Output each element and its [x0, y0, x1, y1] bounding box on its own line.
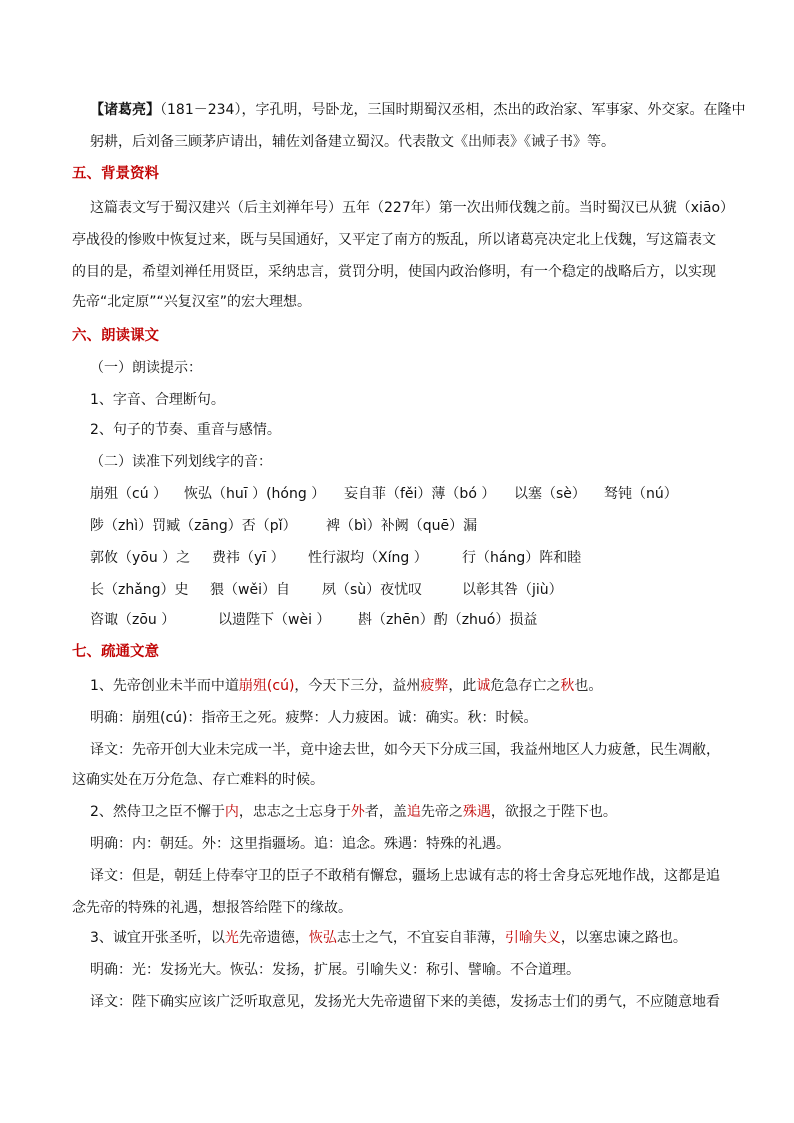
sec5-line-2: 亭战役的惨败中恢复过来，既与吴国通好，又平定了南方的叛乱，所以诸葛亮决定北上伐魏，写这篇表文 [72, 232, 716, 248]
pron-item: 恢弘（huī ）(hóng ） [184, 486, 326, 502]
highlight-word: 秋 [560, 678, 575, 694]
translation-3-line-1: 译文：陛下确实应该广泛听取意见，发扬光大先帝遗留下来的美德，发扬志士们的勇气，不应随意地看 [90, 994, 720, 1010]
pron-item: 费祎（yī ） [212, 550, 285, 566]
pron-item: 长（zhǎng）史 [90, 582, 189, 598]
highlight-word: 光 [224, 930, 239, 946]
intro-line-1 [90, 100, 745, 120]
pron-item: 以彰其咎（jiù） [462, 582, 563, 598]
passage-text: 危急存亡之 [490, 678, 561, 694]
section-7-title: 七、疏通文意 [72, 644, 159, 660]
highlight-word: 引喻失义 [504, 930, 561, 946]
sec6-subhead-1: （一）朗读提示： [90, 360, 202, 376]
sec6-tip-2: 2、句子的节奏、重音与感情。 [90, 422, 281, 438]
sec6-subhead-2: （二）读准下列划线字的音： [90, 454, 272, 470]
pron-item: 性行淑均（Xíng ） [308, 550, 428, 566]
pron-item: 驽钝（nú） [604, 486, 678, 502]
passage-1 [90, 676, 602, 696]
pron-item: 行（háng）阵和睦 [462, 550, 582, 566]
translation-2-line-1: 译文：但是，朝廷上侍奉守卫的臣子不敢稍有懈怠，疆场上忠诚有志的将士舍身忘死地作战，这都是追 [90, 868, 720, 884]
intro-text-1: （181－234），字孔明，号卧龙，三国时期蜀汉丞相，杰出的政治家、军事家、外交家。在隆中 [160, 102, 746, 118]
passage-text: 先帝遗德， [238, 930, 309, 946]
explanation-1: 明确：崩殂(cú)：指帝王之死。疲弊：人力疲困。诚：确实。秋：时候。 [90, 710, 538, 726]
pron-item: 陟（zhì）罚臧（zāng）否（pǐ） [90, 518, 297, 534]
passage-2 [90, 802, 617, 822]
sec5-line-4: 先帝“北定原”“兴复汉室”的宏大理想。 [72, 294, 312, 310]
pron-item: 崩殂（cú ） [90, 486, 168, 502]
intro-line-2: 躬耕，后刘备三顾茅庐请出，辅佐刘备建立蜀汉。代表散文《出师表》《诫子书》等。 [90, 134, 615, 150]
passage-text: 2、然侍卫之臣不懈于 [90, 804, 225, 820]
highlight-word: 外 [350, 804, 365, 820]
pron-item: 斟（zhēn）酌（zhuó）损益 [358, 612, 538, 628]
section-6-title: 六、朗读课文 [72, 328, 159, 344]
sec6-tip-1: 1、字音、合理断句。 [90, 392, 225, 408]
pron-item: 以塞（sè） [514, 486, 586, 502]
passage-text: 3、诚宜开张圣听，以 [90, 930, 225, 946]
translation-1-line-2: 这确实处在万分危急、存亡难料的时候。 [72, 772, 324, 788]
passage-text: ，此 [448, 678, 477, 694]
passage-text: 也。 [574, 678, 603, 694]
passage-text: ，欲报之于陛下也。 [490, 804, 617, 820]
pron-item: 咨诹（zōu ） [90, 612, 176, 628]
passage-text: 者，盖 [364, 804, 407, 820]
translation-2-line-2: 念先帝的特殊的礼遇，想报答给陛下的缘故。 [72, 900, 352, 916]
passage-text: ，以塞忠谏之路也。 [560, 930, 687, 946]
sec5-line-3: 的目的是，希望刘禅任用贤臣，采纳忠言，赏罚分明，使国内政治修明，有一个稳定的战略后方，以实现 [72, 264, 716, 280]
section-5-title: 五、背景资料 [72, 166, 159, 182]
pron-item: 猥（wěi）自 [210, 582, 290, 598]
highlight-word: 殊遇 [462, 804, 491, 820]
highlight-word: 崩殂(cú) [238, 678, 295, 694]
passage-text: ，今天下三分，益州 [294, 678, 421, 694]
pron-item: 夙（sù）夜忧叹 [322, 582, 423, 598]
passage-text: 志士之气，不宜妄自菲薄， [336, 930, 505, 946]
sec5-line-1: 这篇表文写于蜀汉建兴（后主刘禅年号）五年（227年）第一次出师伐魏之前。当时蜀汉已从猇（xiāo） [90, 200, 735, 216]
passage-text: ，忠志之士忘身于 [238, 804, 351, 820]
passage-3 [90, 928, 687, 948]
explanation-3: 明确：光：发扬光大。恢弘：发扬，扩展。引喻失义：称引、譬喻。不合道理。 [90, 962, 580, 978]
pron-item: 以遗陛下（wèi ） [218, 612, 331, 628]
passage-text: 1、先帝创业未半而中道 [90, 678, 239, 694]
pron-item: 郭攸（yōu ）之 [90, 550, 191, 566]
passage-text: 先帝之 [420, 804, 463, 820]
highlight-word: 内 [224, 804, 239, 820]
highlight-word: 追 [406, 804, 421, 820]
highlight-word: 疲弊 [420, 678, 449, 694]
explanation-2: 明确：内：朝廷。外：这里指疆场。追：追念。殊遇：特殊的礼遇。 [90, 836, 510, 852]
pron-item: 妄自菲（fěi）薄（bó ） [344, 486, 496, 502]
pron-item: 裨（bì）补阙（quē）漏 [326, 518, 478, 534]
highlight-word: 恢弘 [308, 930, 337, 946]
intro-name: 【诸葛亮】 [90, 102, 160, 118]
highlight-word: 诚 [476, 678, 491, 694]
translation-1-line-1: 译文：先帝开创大业未完成一半，竟中途去世，如今天下分成三国，我益州地区人力疲惫，民生凋敝， [90, 742, 720, 758]
